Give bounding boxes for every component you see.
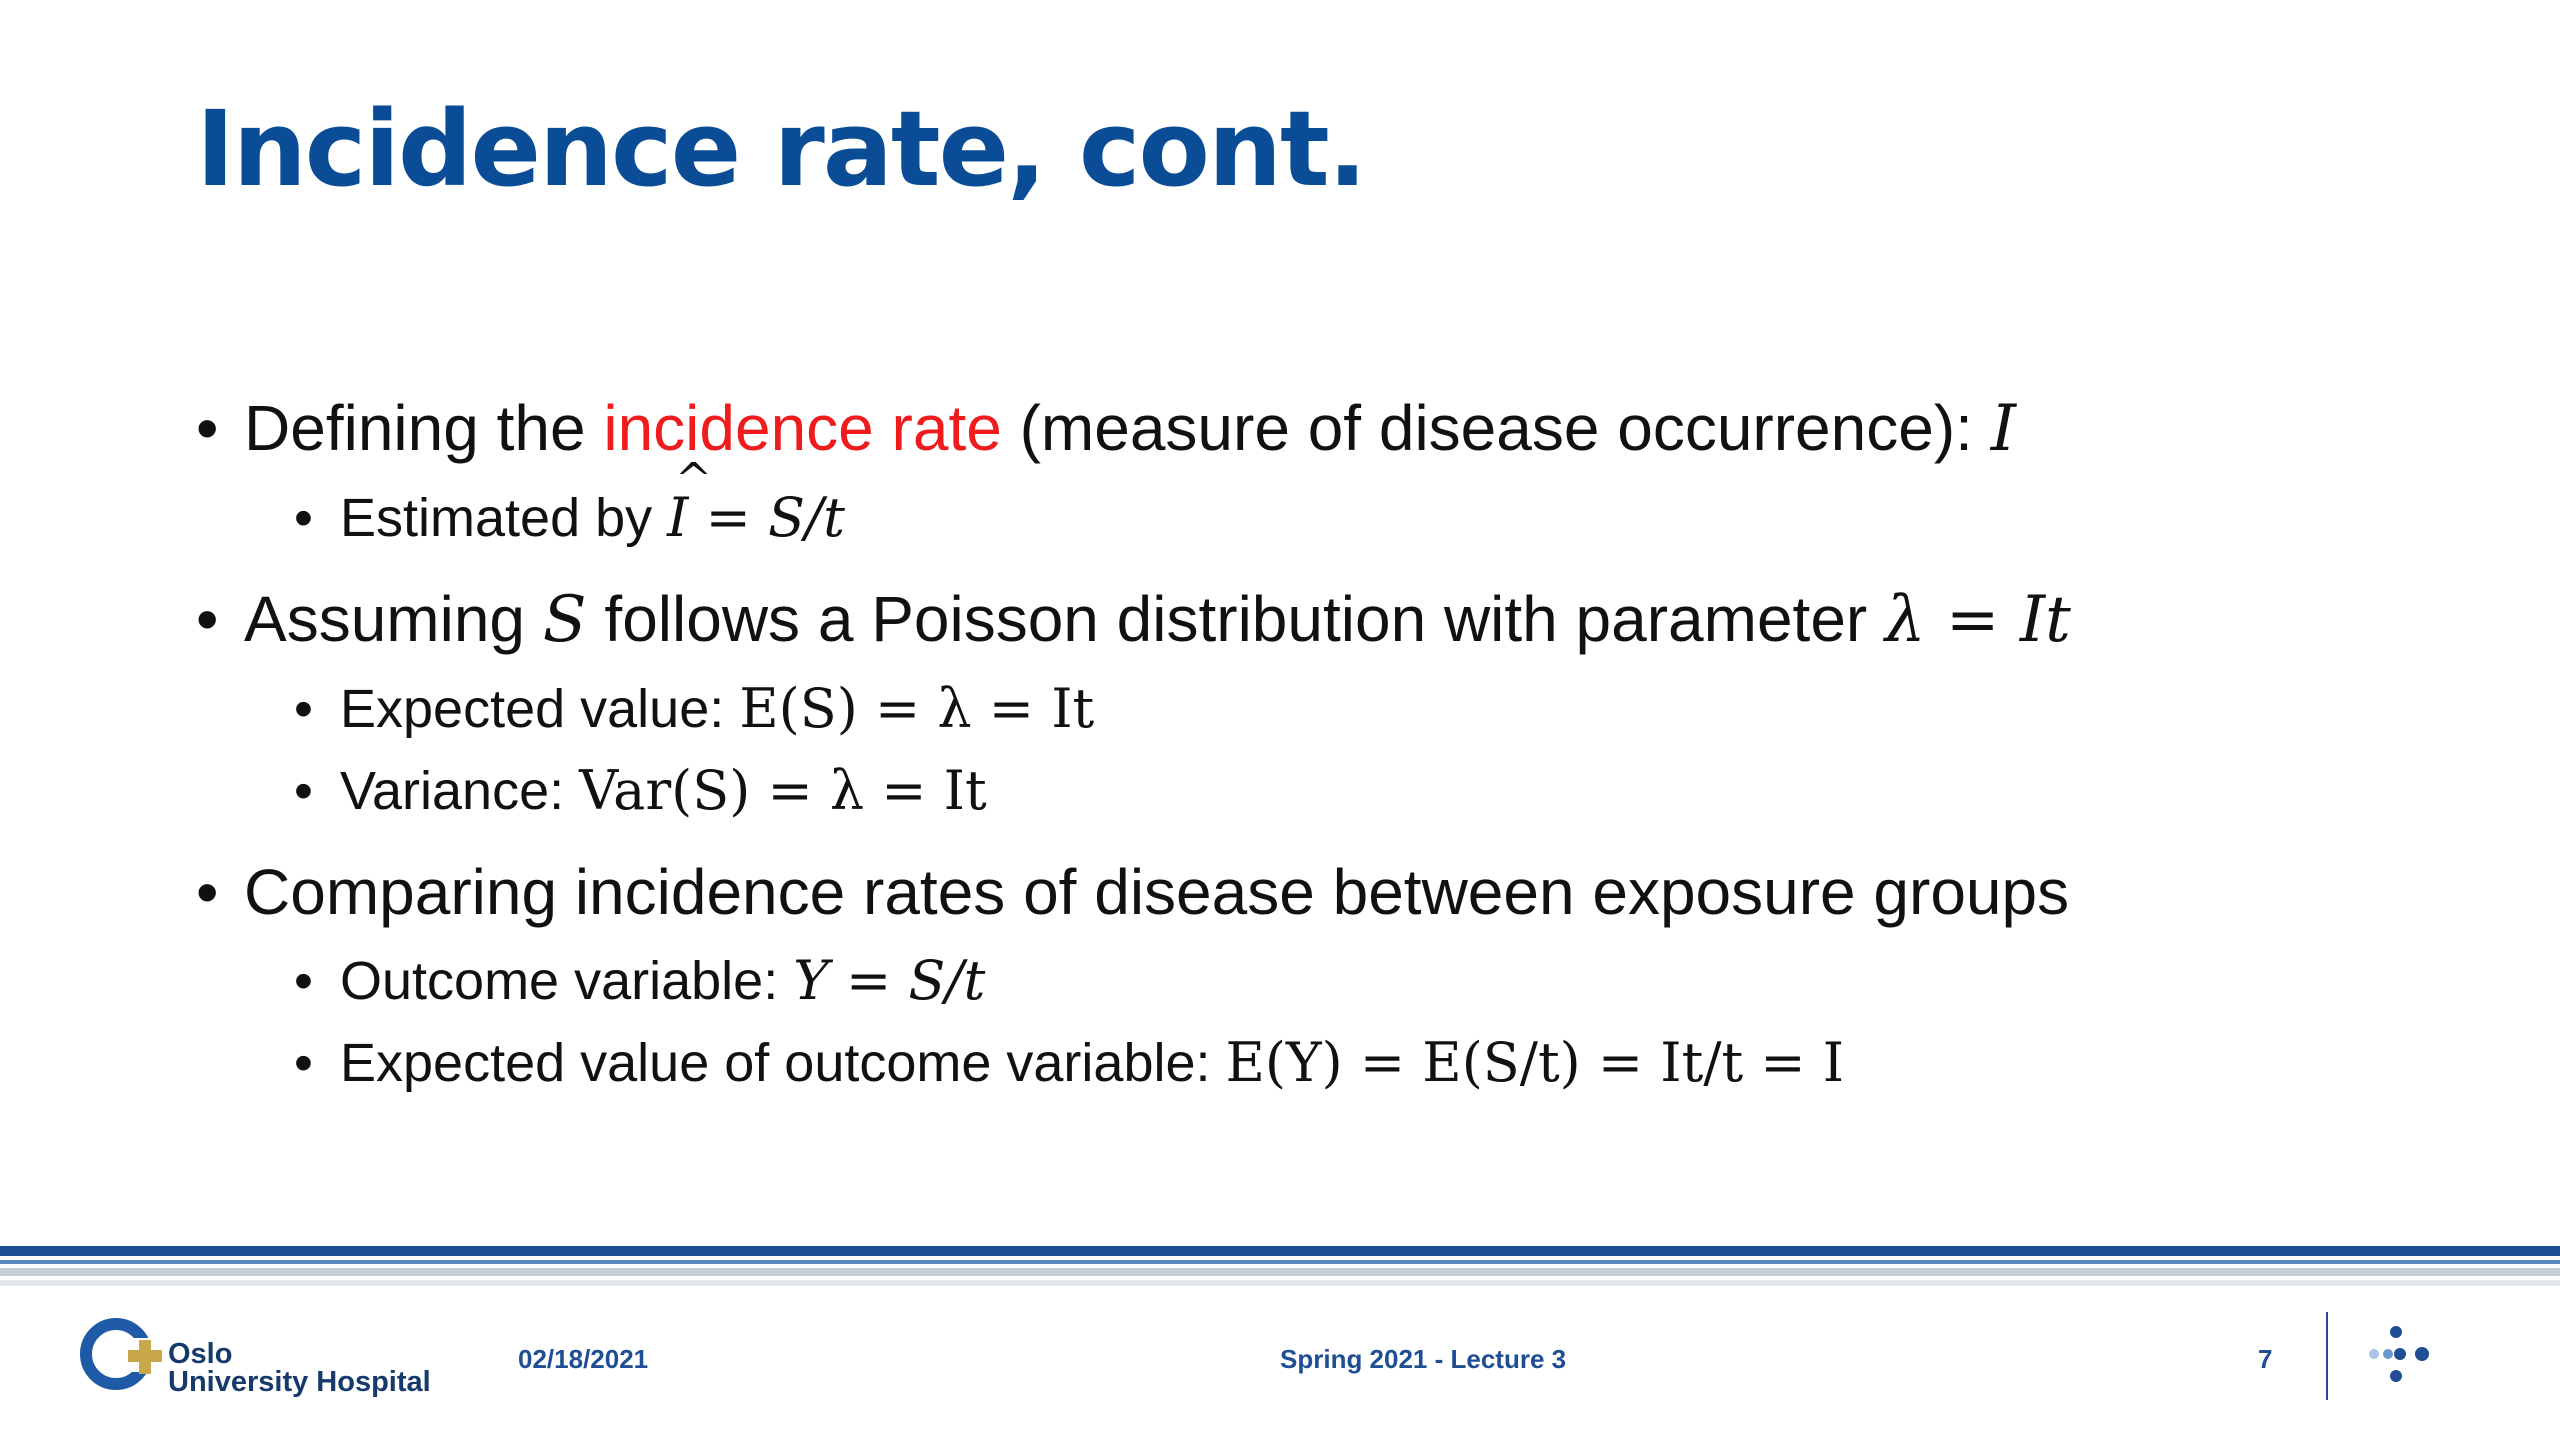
footer-bar-dark	[0, 1246, 2560, 1256]
dots-cross-icon	[2366, 1324, 2434, 1388]
math-estimator: = S/t	[688, 486, 845, 549]
footer-date: 02/18/2021	[518, 1344, 649, 1374]
subbullet-text: Estimated by	[340, 488, 668, 548]
footer-bar-grey	[0, 1268, 2560, 1276]
subbullet-text: Expected value of outcome variable:	[340, 1033, 1226, 1093]
footer-course: Spring 2021 - Lecture 3	[1280, 1344, 1567, 1374]
math-lambda: λ = It	[1885, 583, 2071, 657]
bullet-assuming	[196, 571, 2496, 668]
bullet-text: (measure of disease occurrence):	[1001, 392, 1991, 464]
subbullet-text: Variance:	[340, 761, 580, 821]
footer-divider	[2326, 1312, 2328, 1400]
subbullet-text: Expected value:	[340, 679, 740, 739]
org-name-line2: University Hospital	[168, 1366, 431, 1398]
bullet-text: Comparing incidence rates of disease between exposure groups	[244, 856, 2070, 928]
footer-bar-mid	[0, 1260, 2560, 1264]
math-S: S	[542, 583, 587, 657]
subbullet-expected-value	[196, 668, 2496, 750]
org-name	[168, 1340, 431, 1396]
highlight-incidence-rate: incidence rate	[603, 392, 1002, 464]
bullet-comparing	[196, 844, 2496, 940]
subbullet-variance	[196, 750, 2496, 832]
math-variance: Var(S) = λ = It	[579, 759, 987, 822]
bullet-defining	[196, 380, 2496, 477]
footer-bar-light	[0, 1280, 2560, 1286]
math-I-hat: I ^	[667, 477, 688, 559]
math-expected-outcome: E(Y) = E(S/t) = It/t = I	[1225, 1031, 1845, 1094]
math-expected-value: E(S) = λ = It	[739, 677, 1095, 740]
subbullet-expected-outcome	[196, 1022, 2496, 1104]
subbullet-outcome-variable	[196, 940, 2496, 1022]
math-I: I	[1990, 392, 2016, 466]
org-name-line1: Oslo	[168, 1338, 233, 1370]
math-outcome: Y = S/t	[793, 949, 986, 1012]
bullet-text: Assuming	[244, 583, 543, 655]
oslo-university-hospital-logo-icon	[78, 1316, 168, 1394]
page-number: 7	[2258, 1344, 2273, 1374]
slide-body	[196, 380, 2496, 1104]
slide-title: Incidence rate, cont.	[196, 88, 1366, 210]
subbullet-text: Outcome variable:	[340, 951, 794, 1011]
bullet-text: Defining the	[244, 392, 604, 464]
subbullet-estimated	[196, 477, 2496, 559]
bullet-text: follows a Poisson distribution with parameter	[586, 583, 1885, 655]
